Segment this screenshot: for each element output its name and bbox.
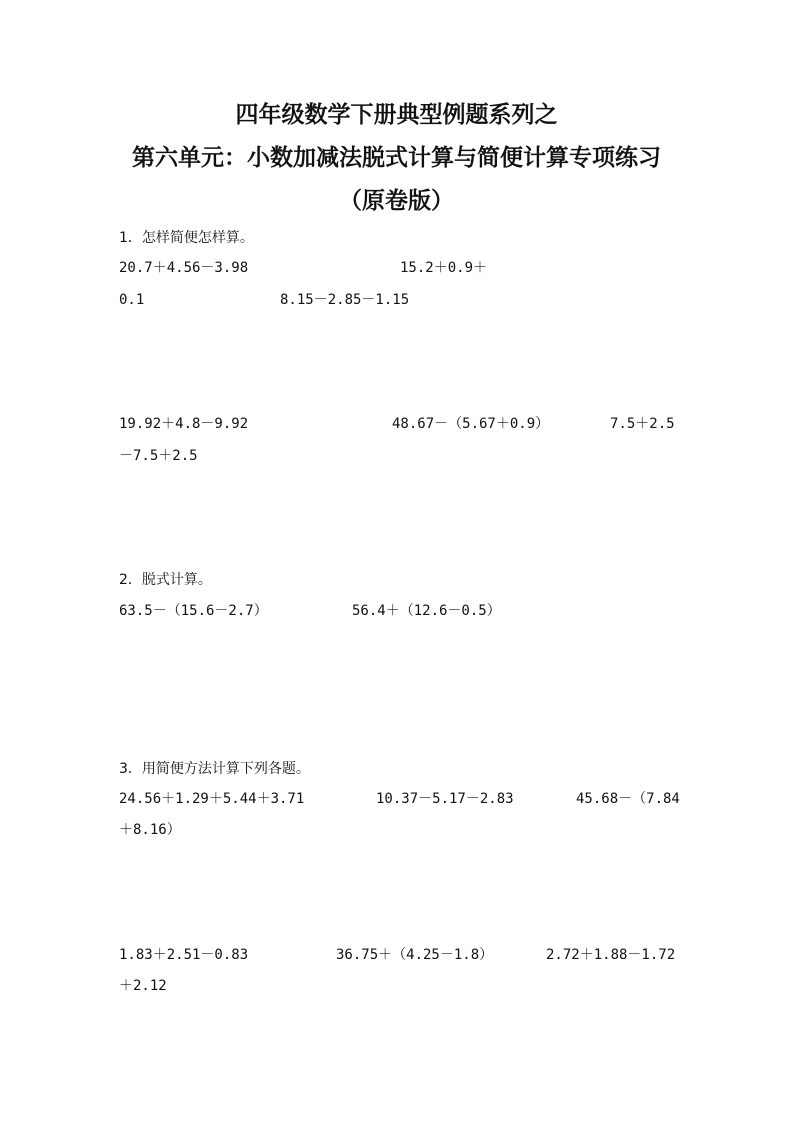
problem-3-6: 2.72＋1.88－1.72 [546,947,676,963]
section-3-heading: 3．用简便方法计算下列各题。 [119,761,310,777]
section-2-heading: 2．脱式计算。 [119,572,212,588]
problem-3-5: 36.75＋（4.25－1.8） [336,947,494,963]
problem-3-2: 10.37－5.17－2.83 [376,791,514,807]
problem-1-5: 48.67－（5.67＋0.9） [392,416,550,432]
problem-2-1: 63.5－（15.6－2.7） [119,603,268,619]
problem-3-3-continuation: ＋8.16） [119,822,181,838]
problem-1-6-continuation: －7.5＋2.5 [119,448,198,464]
problem-1-2: 15.2＋0.9＋ [400,260,488,276]
problem-3-6-continuation: ＋2.12 [119,978,167,994]
problem-1-3: 8.15－2.85－1.15 [280,292,410,308]
title-line-2: 第六单元：小数加减法脱式计算与简便计算专项练习 [132,145,661,171]
problem-2-2: 56.4＋（12.6－0.5） [352,603,501,619]
problem-3-4: 1.83＋2.51－0.83 [119,947,249,963]
problem-3-3: 45.68－（7.84 [576,791,680,807]
problem-1-1: 20.7＋4.56－3.98 [119,260,249,276]
problem-3-1: 24.56＋1.29＋5.44＋3.71 [119,791,305,807]
section-1-heading: 1．怎样简便怎样算。 [119,230,254,246]
title-line-1: 四年级数学下册典型例题系列之 [235,102,558,128]
problem-1-4: 19.92＋4.8－9.92 [119,416,249,432]
problem-1-6: 7.5＋2.5 [610,416,675,432]
problem-1-2-continuation: 0.1 [119,292,145,308]
title-line-3: （原卷版） [339,188,454,214]
